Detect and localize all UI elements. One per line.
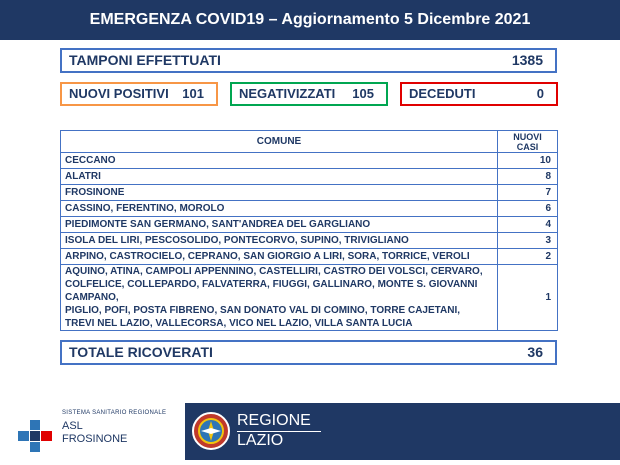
asl-name [62, 420, 127, 446]
deceduti-label: DECEDUTI [409, 86, 476, 101]
tamponi-box [60, 48, 557, 73]
casi-cell: 7 [498, 185, 558, 201]
asl-line2: FROSINONE [62, 433, 128, 445]
comune-cell: CECCANO [61, 153, 498, 169]
ssr-label: SISTEMA SANITARIO REGIONALE [62, 410, 167, 416]
deceduti-value: 0 [536, 86, 544, 101]
comune-cell: CASSINO, FERENTINO, MOROLO [61, 201, 498, 217]
comune-cell [61, 265, 498, 331]
negativizzati-value: 105 [352, 86, 374, 101]
tamponi-value: 1385 [511, 52, 543, 68]
table-row [61, 185, 558, 201]
comune-cell: ISOLA DEL LIRI, PESCOSOLIDO, PONTECORVO, SUPINO, TRIVIGLIANO [61, 233, 498, 249]
comune-line: AQUINO, ATINA, CAMPOLI APPENNINO, CASTELLIRI, CASTRO DEI VOLSCI, CERVARO, [65, 266, 483, 277]
totale-ricoverati-label: TOTALE RICOVERATI [69, 344, 213, 360]
table-row [61, 217, 558, 233]
comune-header: COMUNE [61, 131, 498, 153]
comune-cell: ALATRI [61, 169, 498, 185]
comune-line: TREVI NEL LAZIO, VALLECORSA, VICO NEL LAZIO, VILLA SANTA LUCIA [65, 318, 413, 329]
comune-line: PIGLIO, POFI, POSTA FIBRENO, SAN DONATO VAL DI COMINO, TORRE CAJETANI, [65, 305, 461, 316]
asl-line1: ASL [62, 420, 83, 432]
comune-cell: ARPINO, CASTROCIELO, CEPRANO, SAN GIORGIO A LIRI, SORA, TORRICE, VEROLI [61, 249, 498, 265]
casi-cell: 2 [498, 249, 558, 265]
comune-cell: PIEDIMONTE SAN GERMANO, SANT'ANDREA DEL GARGLIANO [61, 217, 498, 233]
negativizzati-box [230, 82, 388, 106]
page-title: EMERGENZA COVID19 – Aggiornamento 5 Dicembre 2021 [89, 11, 531, 28]
casi-cell: 3 [498, 233, 558, 249]
comune-cell: FROSINONE [61, 185, 498, 201]
casi-cell: 4 [498, 217, 558, 233]
casi-cell: 1 [498, 265, 558, 331]
casi-cell: 6 [498, 201, 558, 217]
regione-line2: LAZIO [237, 432, 284, 449]
asl-logo [18, 404, 188, 459]
table-row [61, 201, 558, 217]
regione-line1: REGIONE [237, 412, 311, 429]
casi-cell: 8 [498, 169, 558, 185]
regione-lazio-banner [185, 403, 620, 460]
table-row [61, 265, 558, 331]
deceduti-box [400, 82, 558, 106]
comuni-table [60, 130, 558, 331]
asl-cross-icon [18, 420, 52, 452]
totale-ricoverati-box [60, 340, 557, 365]
table-row [61, 153, 558, 169]
regione-divider [237, 431, 321, 432]
table-header-row [61, 131, 558, 153]
table-row [61, 249, 558, 265]
nuovi-casi-header: NUOVI CASI [498, 131, 558, 153]
totale-ricoverati-value: 36 [527, 344, 543, 360]
casi-cell: 10 [498, 153, 558, 169]
table-row [61, 169, 558, 185]
table-row [61, 233, 558, 249]
tamponi-label: TAMPONI EFFETTUATI [69, 52, 221, 68]
nuovi-positivi-value: 101 [182, 86, 204, 101]
regione-lazio-emblem-icon [191, 409, 231, 453]
nuovi-positivi-label: NUOVI POSITIVI [69, 86, 169, 101]
comune-line: COLFELICE, COLLEPARDO, FALVATERRA, FIUGGI, GALLINARO, MONTE S. GIOVANNI CAMPANO, [65, 279, 478, 303]
negativizzati-label: NEGATIVIZZATI [239, 86, 336, 101]
nuovi-positivi-box [60, 82, 218, 106]
